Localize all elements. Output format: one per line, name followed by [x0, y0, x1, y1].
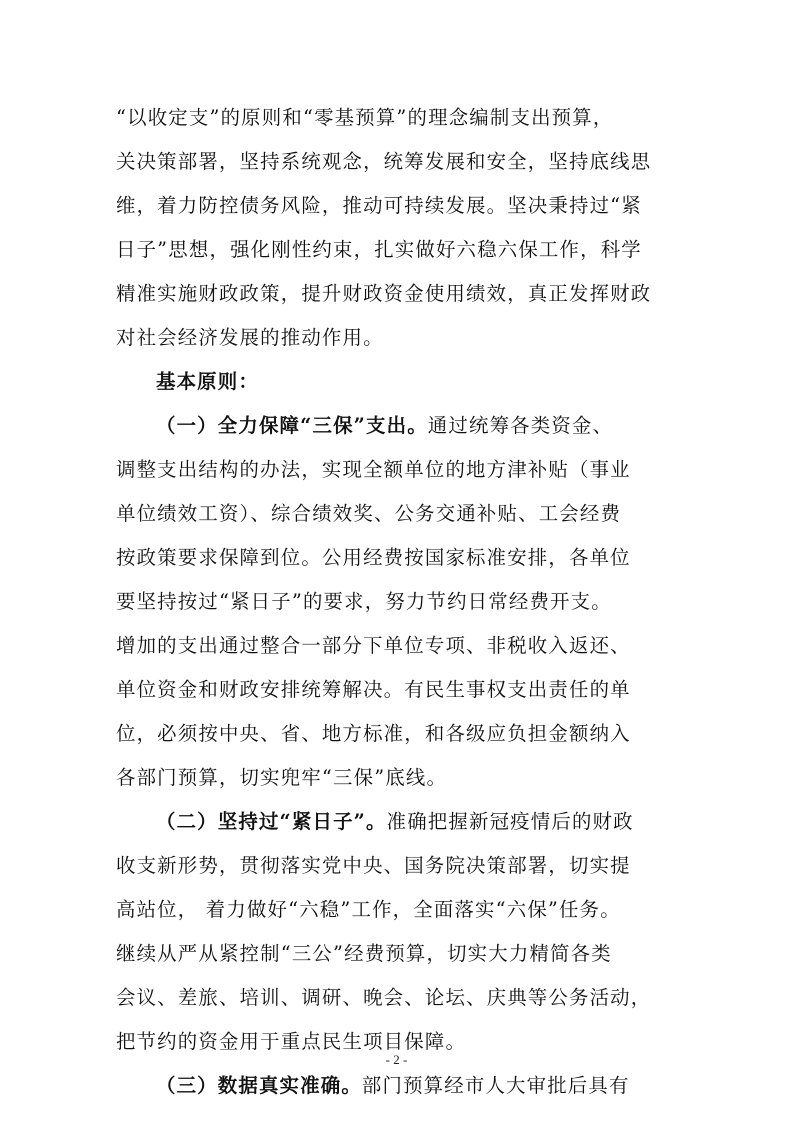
text-line: 各部门预算，切实兜牢“三保”底线。: [116, 766, 448, 789]
text-line: 继续从严从紧控制“三公”经费预算，切实大力精简各类: [116, 942, 612, 965]
text-line: 对社会经济发展的推动作用。: [116, 326, 384, 349]
text-line: 会议、差旅、培训、调研、晚会、论坛、庆典等公务活动，: [116, 986, 652, 1009]
paragraph-first-line: [116, 1064, 696, 1108]
paragraph-title: （二）坚持过“紧日子”。: [156, 810, 387, 833]
text-line: 关决策部署，坚持系统观念，统筹发展和安全，坚持底线思: [116, 150, 652, 173]
paragraph-first-line: [116, 800, 696, 844]
paragraph-title: （三）数据真实准确。: [156, 1074, 362, 1097]
paragraph-first-line: [116, 404, 696, 448]
document-body: [116, 96, 696, 1108]
text-line: 把节约的资金用于重点民生项目保障。: [116, 1030, 467, 1053]
text-line: 收支新形势，贯彻落实党中央、国务院决策部署，切实提: [116, 854, 631, 877]
paragraph-title: （一）全力保障“三保”支出。: [156, 414, 428, 437]
text-line: 要坚持按过“紧日子”的要求，努力节约日常经费开支。: [116, 590, 612, 613]
paragraph-text: 部门预算经市人大审批后具有: [361, 1074, 630, 1097]
text-line: 增加的支出通过整合一部分下单位专项、非税收入返还、: [116, 634, 631, 657]
page-number: - 2 -: [385, 1052, 408, 1067]
text-line: 维，着力防控债务风险，推动可持续发展。坚决秉持过“紧: [116, 194, 642, 217]
text-line: 位，必须按中央、省、地方标准，和各级应负担金额纳入: [116, 722, 631, 745]
text-line: 单位绩效工资）、综合绩效奖、公务交通补贴、工会经费: [116, 502, 622, 525]
section-heading: 基本原则：: [156, 370, 259, 393]
text-line: 调整支出结构的办法，实现全额单位的地方津补贴（事业: [116, 458, 631, 481]
text-line: 按政策要求保障到位。公用经费按国家标准安排，各单位: [116, 546, 631, 569]
text-line: “以收定支”的原则和“零基预算”的理念编制支出预算，: [116, 106, 614, 129]
text-line: 高站位， 着力做好“六稳”工作，全面落实“六保”任务。: [116, 898, 621, 921]
text-line: 精准实施财政政策，提升财政资金使用绩效，真正发挥财政: [116, 282, 652, 305]
text-line: 单位资金和财政安排统筹解决。有民生事权支出责任的单: [116, 678, 631, 701]
paragraph-text: 准确把握新冠疫情后的财政: [386, 810, 634, 833]
text-line: 日子”思想，强化刚性约束，扎实做好六稳六保工作，科学: [116, 238, 642, 261]
paragraph-text: 通过统筹各类资金、: [427, 414, 614, 437]
